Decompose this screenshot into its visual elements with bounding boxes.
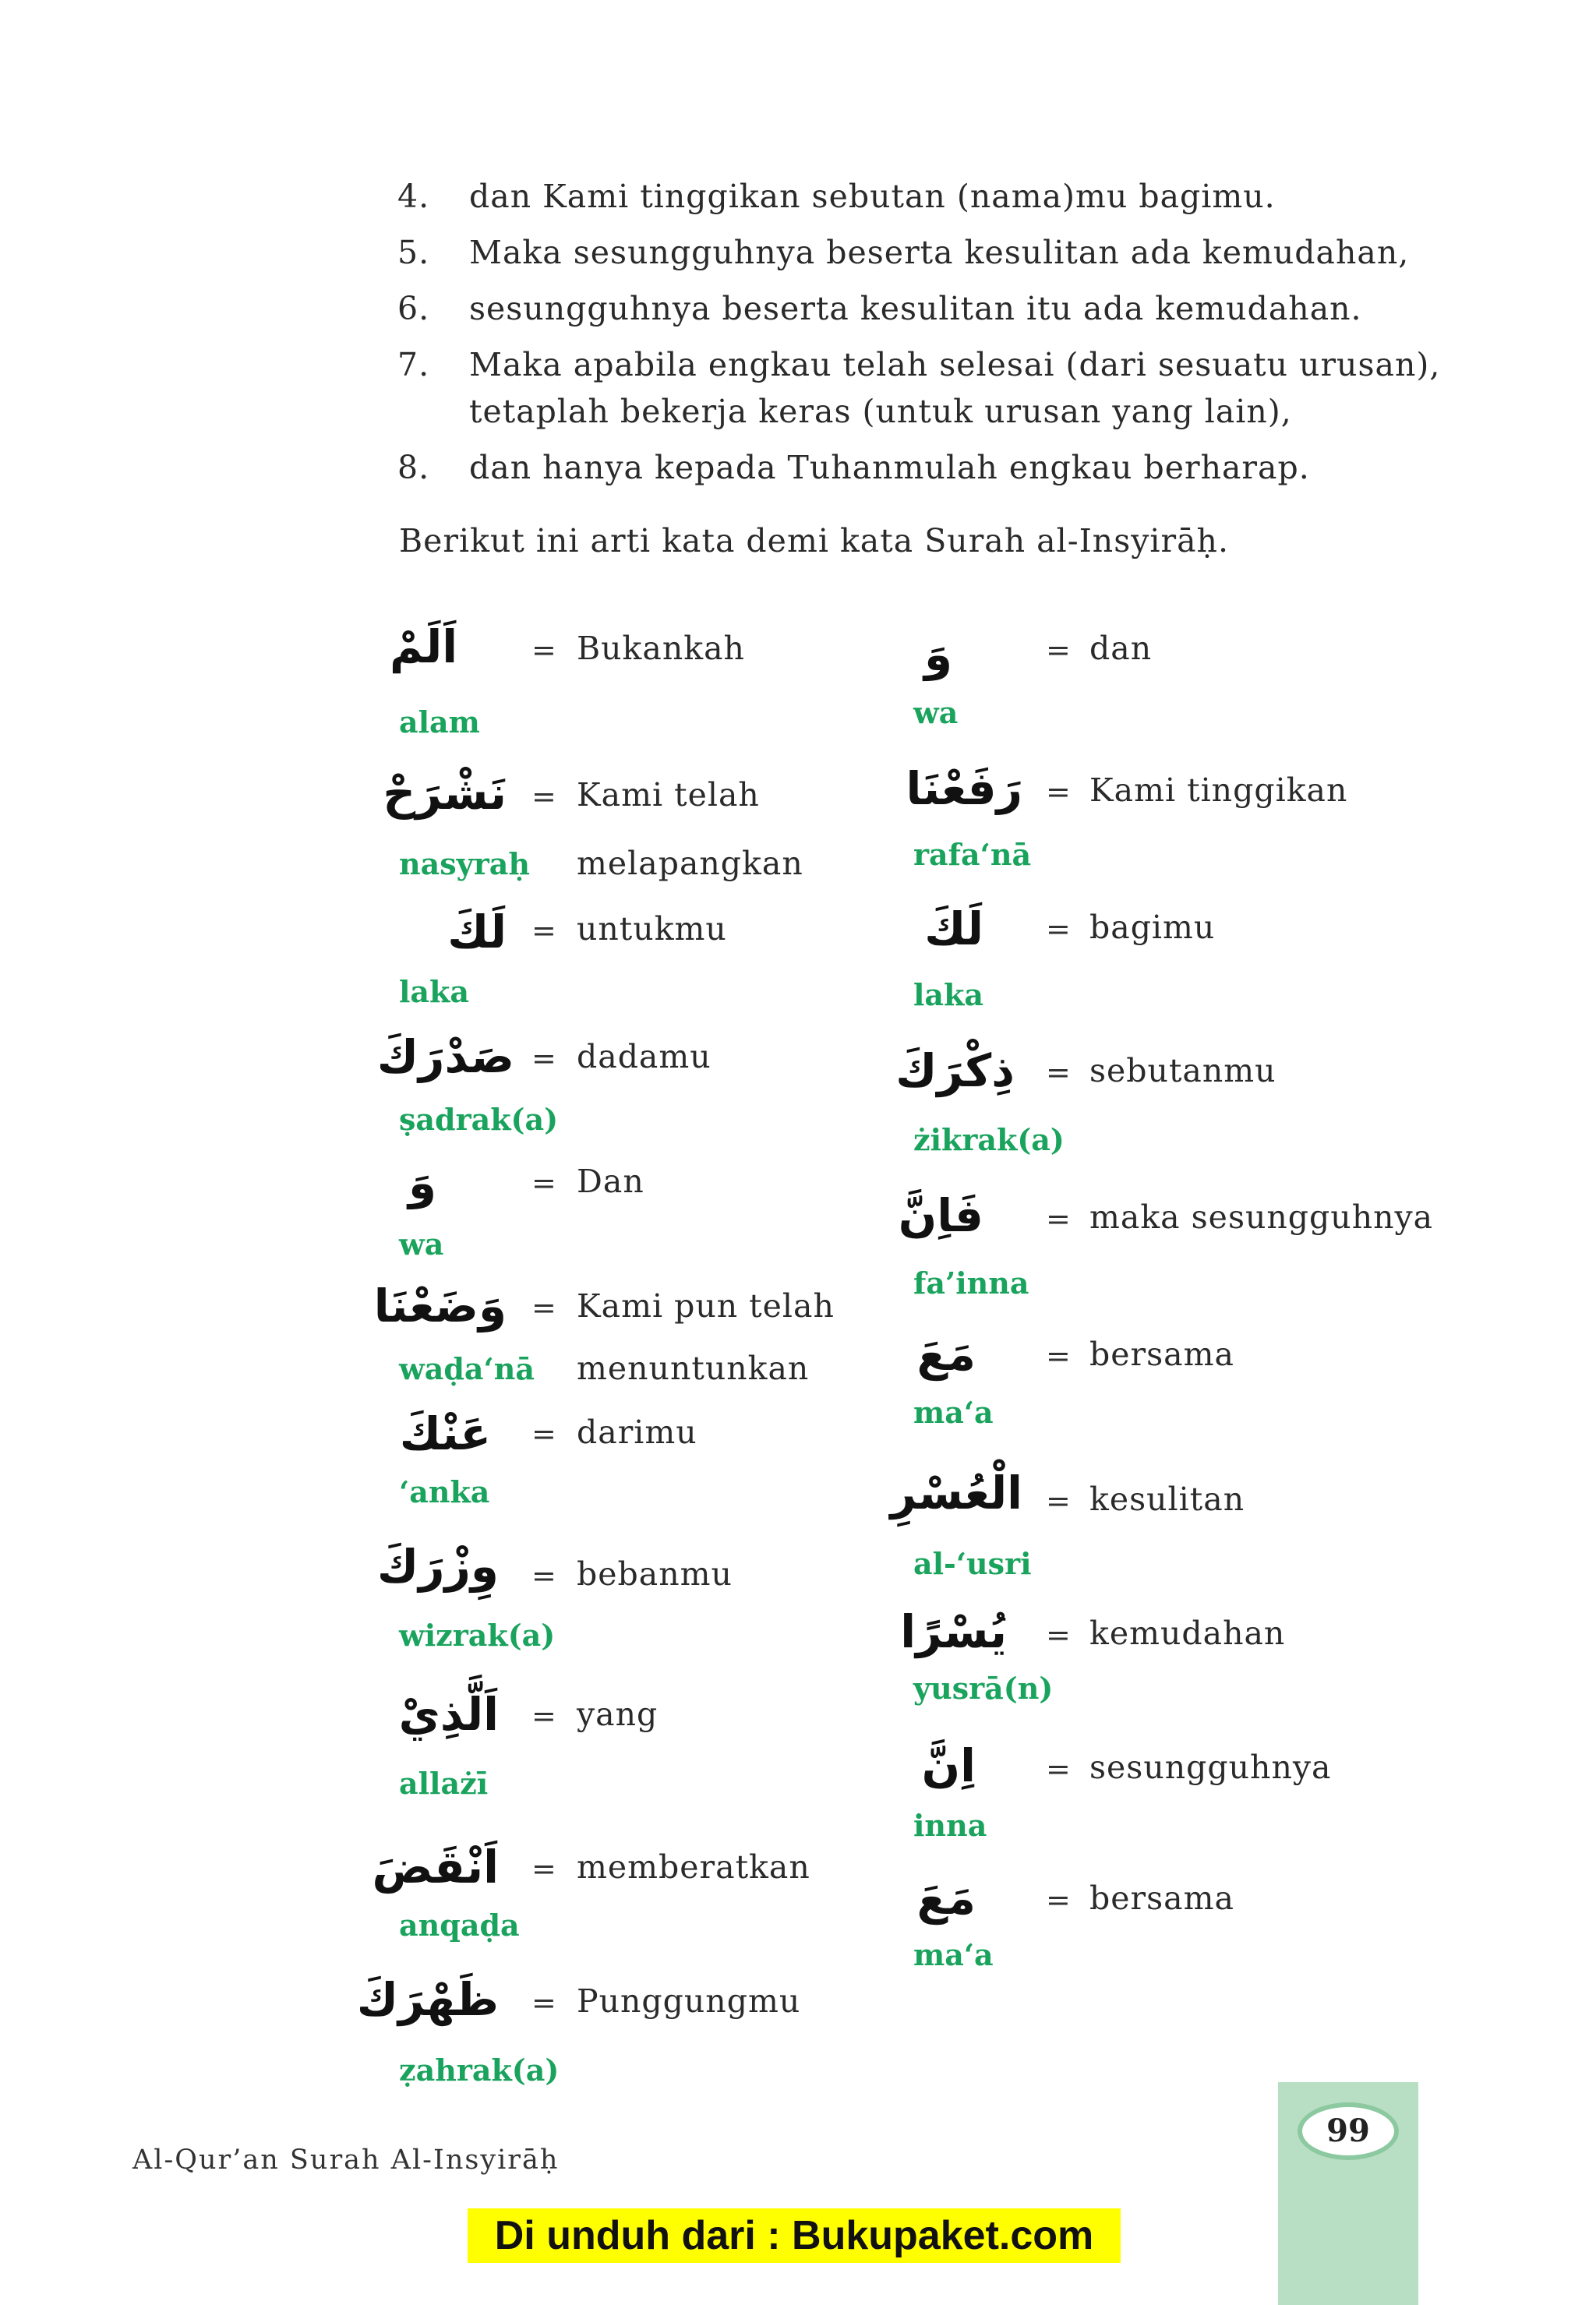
equals-sign: = (1046, 775, 1071, 809)
meaning: sebutanmu (1089, 1052, 1276, 1089)
transliteration: al-‘usri (913, 1546, 1032, 1581)
equals-sign: = (531, 1986, 556, 2020)
meaning: Kami telah (577, 776, 760, 814)
transliteration: alam (399, 704, 480, 740)
meaning: Kami pun telah (577, 1287, 835, 1325)
meaning: Bukankah (577, 630, 745, 667)
arabic-word: وَ (408, 1156, 436, 1209)
meaning-line-2: melapangkan (577, 845, 803, 882)
verse-number: 7. (397, 346, 430, 383)
arabic-word: اِنَّ (921, 1739, 976, 1792)
verse-number: 8. (397, 449, 430, 486)
meaning-line-2: menuntunkan (577, 1350, 810, 1387)
arabic-word: يُسْرًا (900, 1605, 1007, 1658)
equals-sign: = (1046, 1752, 1071, 1786)
meaning: dan (1089, 630, 1153, 667)
transliteration: laka (913, 977, 984, 1012)
equals-sign: = (531, 1851, 556, 1886)
equals-sign: = (531, 1041, 556, 1075)
equals-sign: = (1046, 1883, 1071, 1917)
meaning: kemudahan (1089, 1615, 1286, 1652)
verse-text: dan hanya kepada Tuhanmulah engkau berharap. (469, 449, 1310, 486)
download-banner-text: Di unduh dari : Bukupaket.com (494, 2213, 1094, 2258)
transliteration: ṣadrak(a) (399, 1102, 559, 1137)
equals-sign: = (1046, 1484, 1071, 1518)
book-title: Al-Qur’an Surah Al-Insyirāḥ (132, 2144, 560, 2176)
transliteration: rafa‘nā (913, 837, 1032, 872)
transliteration: wa (913, 695, 959, 730)
meaning: Dan (577, 1163, 644, 1200)
meaning: untukmu (577, 910, 727, 948)
equals-sign: = (531, 1290, 556, 1325)
transliteration: allażī (399, 1766, 489, 1801)
arabic-word: اَلَّذِيْ (398, 1688, 499, 1741)
transliteration: fa’inna (913, 1265, 1029, 1301)
equals-sign: = (531, 1699, 556, 1733)
transliteration: ẓahrak(a) (399, 2053, 560, 2088)
arabic-word: وَضَعْنَا (373, 1280, 507, 1333)
equals-sign: = (531, 779, 556, 814)
arabic-word: صَدْرَكَ (376, 1030, 514, 1083)
transliteration: inna (913, 1808, 987, 1843)
arabic-word: لَكَ (924, 902, 983, 955)
meaning: bebanmu (577, 1555, 733, 1593)
transliteration: laka (399, 974, 470, 1009)
arabic-word: نَشْرَحْ (383, 767, 507, 820)
arabic-word: ظَهْرَكَ (356, 1973, 499, 2026)
transliteration: yusrā(n) (913, 1671, 1054, 1706)
meaning: sesungguhnya (1089, 1749, 1332, 1786)
arabic-word: فَاِنَّ (898, 1189, 983, 1242)
transliteration: wizrak(a) (399, 1618, 556, 1653)
meaning: Punggungmu (577, 1982, 801, 2020)
arabic-word: الْعُسْرِ (890, 1467, 1022, 1520)
page-number-badge (1298, 2102, 1399, 2160)
arabic-word: اَلَمْ (390, 620, 458, 673)
transliteration: ma‘a (913, 1937, 994, 1972)
equals-sign: = (531, 1166, 556, 1200)
verse-text: Maka apabila engkau telah selesai (dari sesuatu urusan), (469, 346, 1441, 383)
transliteration: ma‘a (913, 1395, 994, 1430)
arabic-word: اَنْقَضَ (372, 1841, 499, 1894)
meaning: bersama (1089, 1880, 1234, 1917)
equals-sign: = (1046, 1202, 1071, 1236)
equals-sign: = (1046, 1339, 1071, 1373)
meaning: darimu (577, 1414, 697, 1451)
arabic-word: وَ (923, 628, 952, 681)
arabic-word: رَفَعْنَا (906, 762, 1022, 815)
arabic-word: مَعَ (916, 1328, 976, 1381)
equals-sign: = (1046, 633, 1071, 667)
equals-sign: = (1046, 1055, 1071, 1089)
verse-number: 6. (397, 290, 430, 327)
transliteration: anqaḍa (399, 1908, 520, 1943)
arabic-word: مَعَ (916, 1872, 976, 1925)
verse-list (0, 0, 1596, 507)
vocabulary-intro: Berikut ini arti kata demi kata Surah al-Insyirāḥ. (399, 522, 1229, 559)
verse-number: 4. (397, 178, 430, 215)
arabic-word: عَنْكَ (399, 1407, 491, 1460)
equals-sign: = (1046, 1618, 1071, 1652)
transliteration: waḍa‘nā (399, 1351, 535, 1386)
arabic-word: لَكَ (447, 905, 507, 958)
transliteration: żikrak(a) (913, 1122, 1065, 1157)
verse-text: Maka sesungguhnya beserta kesulitan ada kemudahan, (469, 234, 1410, 271)
meaning: maka sesungguhnya (1089, 1198, 1434, 1236)
meaning: memberatkan (577, 1848, 810, 1886)
transliteration: wa (399, 1227, 444, 1262)
arabic-word: ذِكْرَكَ (895, 1044, 1015, 1097)
equals-sign: = (531, 633, 556, 667)
arabic-word: وِزْرَكَ (377, 1540, 499, 1593)
meaning: kesulitan (1089, 1481, 1245, 1518)
verse-text: sesungguhnya beserta kesulitan itu ada kemudahan. (469, 290, 1362, 327)
verse-text: tetaplah bekerja keras (untuk urusan yang lain), (469, 393, 1292, 430)
meaning: dadamu (577, 1038, 711, 1075)
equals-sign: = (531, 913, 556, 948)
verse-text: dan Kami tinggikan sebutan (nama)mu bagimu. (469, 178, 1276, 215)
verse-number: 5. (397, 234, 430, 271)
transliteration: nasyraḥ (399, 846, 530, 881)
download-banner (468, 2208, 1121, 2263)
equals-sign: = (531, 1417, 556, 1451)
meaning: bagimu (1089, 909, 1216, 946)
equals-sign: = (1046, 912, 1071, 946)
meaning: Kami tinggikan (1089, 771, 1348, 809)
transliteration: ‘anka (399, 1474, 490, 1509)
meaning: yang (577, 1696, 659, 1733)
meaning: bersama (1089, 1336, 1234, 1373)
equals-sign: = (531, 1558, 556, 1593)
page-number: 99 (1326, 2113, 1370, 2149)
